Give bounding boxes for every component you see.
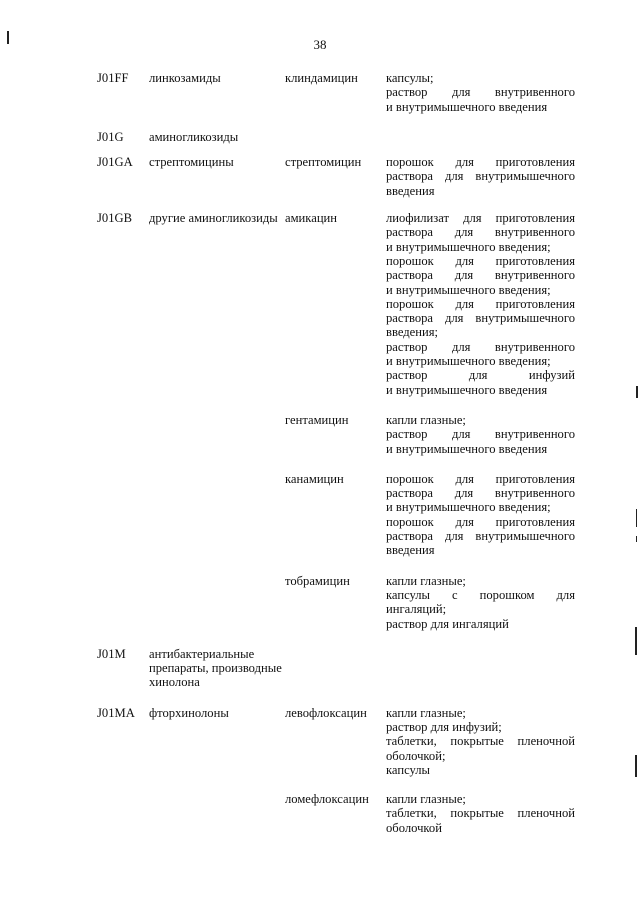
dosage-form-line: и внутримышечного введения; — [386, 239, 551, 254]
dosage-form-line: капли глазные; — [386, 705, 466, 720]
dosage-form-line: капли глазные; — [386, 412, 466, 427]
scan-mark-left — [7, 31, 9, 44]
dosage-form-line: введения — [386, 543, 435, 558]
pharmacological-group: другие аминогликозиды — [149, 211, 278, 226]
dosage-form-line: раствор для внутривенного — [386, 427, 575, 442]
atc-code: J01FF — [97, 71, 129, 85]
atc-code — [0, 413, 145, 456]
pharmacological-group — [145, 472, 285, 558]
dosage-form-line: таблетки, покрытые пленочной — [386, 734, 575, 749]
drug-name: стрептомицин — [285, 155, 362, 170]
dosage-forms — [386, 647, 575, 690]
dosage-form-line: и внутримышечного введения; — [386, 500, 551, 515]
dosage-form-line: и внутримышечного введения — [386, 382, 548, 397]
dosage-forms — [386, 574, 575, 631]
atc-code: J01GB — [97, 211, 132, 226]
dosage-form-line: порошок для приготовления — [386, 471, 575, 486]
dosage-form-line: капли глазные; — [386, 573, 466, 588]
dosage-form-line: лиофилизат для приготовления — [386, 211, 575, 226]
dosage-form-line: оболочкой; — [386, 748, 446, 763]
dosage-form-line: и внутримышечного введения — [386, 441, 548, 456]
dosage-form-line: раствора для внутривенного — [386, 225, 575, 240]
dosage-form-line: капсулы с порошком для — [386, 587, 575, 602]
dosage-form-line: оболочкой — [386, 820, 442, 835]
pharmacological-group: линкозамиды — [149, 71, 221, 85]
page-number: 38 — [313, 37, 327, 52]
dosage-forms — [386, 155, 575, 198]
dosage-form-line: капсулы; — [386, 71, 434, 85]
drug-name: тобрамицин — [285, 573, 350, 588]
table-row — [0, 647, 640, 690]
pharmacological-group: антибактериальные препараты, производные хинолона — [149, 646, 282, 690]
drug-name: амикацин — [285, 211, 338, 226]
dosage-form-line: раствор для внутривенного — [386, 339, 575, 354]
atc-code: J01G — [97, 129, 124, 144]
dosage-forms — [386, 472, 575, 558]
dosage-forms — [386, 211, 575, 397]
dosage-forms — [386, 792, 575, 835]
dosage-forms — [386, 130, 575, 144]
dosage-form-line: и внутримышечного введения; — [386, 354, 551, 369]
atc-code: J01MA — [97, 705, 135, 720]
dosage-form-line: введения — [386, 183, 435, 198]
drug-name — [285, 647, 386, 690]
dosage-form-line: порошок для приготовления — [386, 155, 575, 170]
pharmacological-group — [145, 413, 285, 456]
dosage-form-line: раствор для инфузий — [386, 368, 575, 383]
atc-code: J01GA — [97, 155, 133, 170]
atc-code — [0, 792, 145, 835]
table-row — [0, 472, 640, 558]
atc-code: J01M — [97, 646, 126, 661]
dosage-forms — [386, 706, 575, 777]
table-row — [0, 211, 640, 397]
dosage-form-line: и внутримышечного введения; — [386, 282, 551, 297]
table-row — [0, 706, 640, 777]
table-row — [0, 413, 640, 456]
table-row — [0, 574, 640, 631]
dosage-form-line: раствора для внутривенного — [386, 268, 575, 283]
pharmacological-group: фторхинолоны — [149, 705, 229, 720]
pharmacological-group — [145, 574, 285, 631]
table-row — [0, 71, 640, 114]
table-row — [0, 792, 640, 835]
dosage-form-line: раствора для внутримышечного — [386, 311, 575, 326]
dosage-form-line: раствор для инфузий; — [386, 719, 502, 734]
dosage-form-line: порошок для приготовления — [386, 296, 575, 311]
dosage-form-line: ингаляций; — [386, 602, 447, 617]
dosage-form-line: и внутримышечного введения — [386, 99, 548, 114]
dosage-form-line: раствор для ингаляций — [386, 616, 509, 631]
dosage-form-line: раствора для внутримышечного — [386, 529, 575, 544]
dosage-form-line: таблетки, покрытые пленочной — [386, 806, 575, 821]
drug-name: клиндамицин — [285, 71, 358, 85]
pharmacological-group: стрептомицины — [149, 155, 234, 170]
dosage-forms — [386, 413, 575, 456]
table-row — [0, 155, 640, 198]
drug-name — [285, 130, 386, 144]
atc-code — [0, 472, 145, 558]
atc-code — [0, 574, 145, 631]
drug-name: ломефлоксацин — [285, 792, 369, 807]
drug-name: левофлоксацин — [285, 705, 367, 720]
dosage-form-line: порошок для приготовления — [386, 514, 575, 529]
dosage-form-line: введения; — [386, 325, 439, 340]
dosage-form-line: раствора для внутривенного — [386, 486, 575, 501]
dosage-form-line: капли глазные; — [386, 792, 466, 807]
drug-name: гентамицин — [285, 412, 349, 427]
drug-name: канамицин — [285, 471, 344, 486]
drug-classification-table — [0, 71, 640, 835]
pharmacological-group — [145, 792, 285, 835]
dosage-form-line: раствора для внутримышечного — [386, 169, 575, 184]
dosage-form-line: порошок для приготовления — [386, 253, 575, 268]
dosage-form-line: капсулы — [386, 762, 431, 777]
dosage-forms — [386, 71, 575, 114]
dosage-form-line: раствор для внутривенного — [386, 85, 575, 100]
table-row — [0, 130, 640, 144]
pharmacological-group: аминогликозиды — [149, 129, 239, 144]
